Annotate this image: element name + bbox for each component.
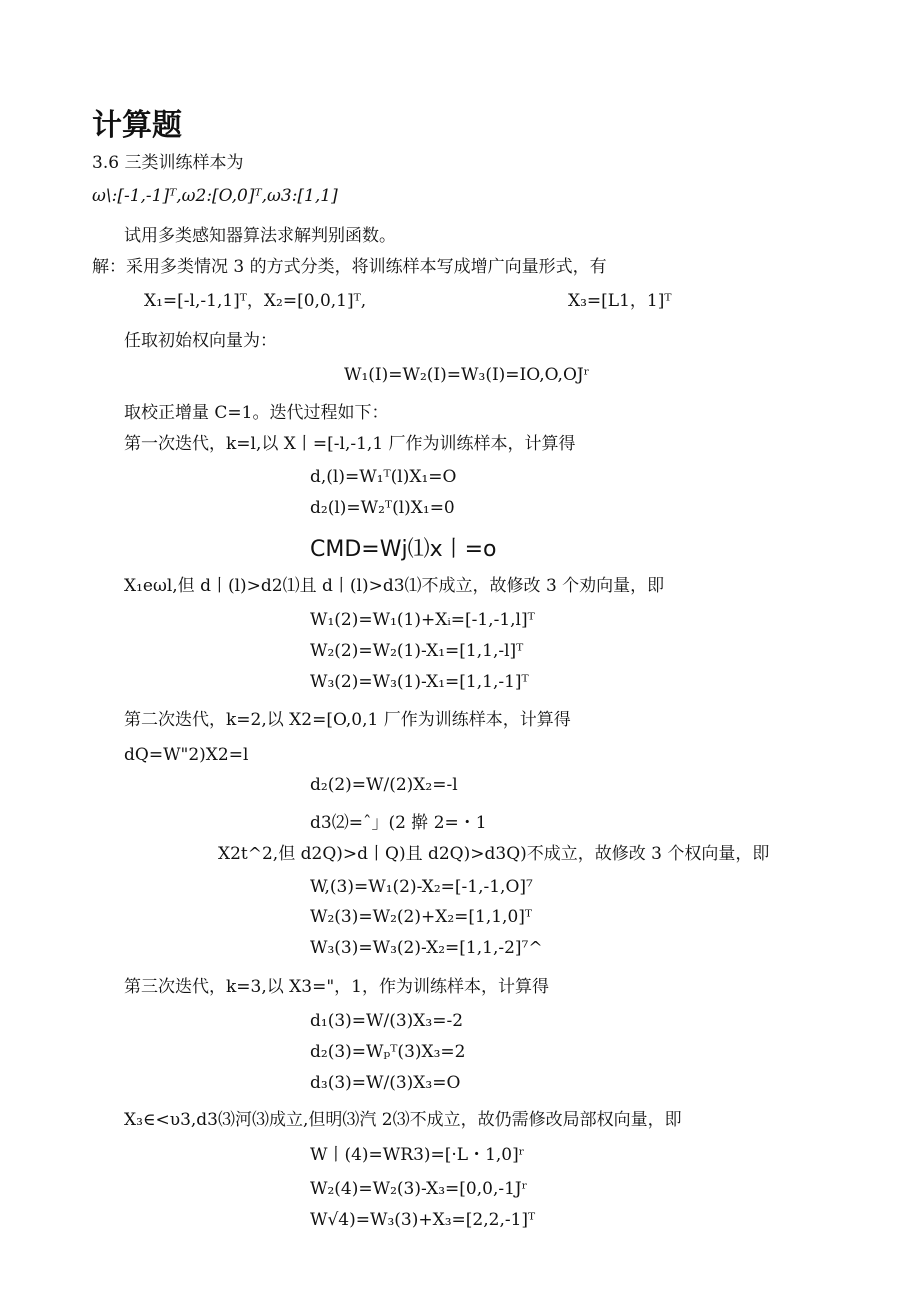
iter2-condition: X2t^2,但 d2Q)>d丨Q)且 d2Q)>d3Q)不成立，故修改 3 个权向量，即	[218, 844, 770, 864]
iteration-2-heading: 第二次迭代，k=2,以 X2=[O,0,1 厂作为训练样本，计算得	[124, 710, 571, 730]
iter3-w2: W₂(4)=W₂(3)-X₃=[0,0,-1Jʳ	[310, 1179, 528, 1199]
correction-increment: 取校正增量 C=1。迭代过程如下：	[124, 403, 389, 423]
initial-weight-label: 任取初始权向量为：	[124, 331, 277, 351]
iter3-d1: d₁(3)=W/(3)X₃=-2	[310, 1011, 464, 1031]
iter2-w3: W₃(3)=W₃(2)-X₂=[1,1,-2]⁷^	[310, 938, 543, 958]
problem-statement: 试用多类感知器算法求解判别函数。	[124, 226, 396, 246]
iter2-d1: dQ=W"2)X2=l	[124, 745, 249, 765]
iter1-w2: W₂(2)=W₂(1)-X₁=[1,1,-l]ᵀ	[310, 641, 524, 661]
iter2-d2: d₂(2)=W/(2)X₂=-l	[310, 775, 458, 795]
iter3-w1: W丨(4)=WR3)=[·L・1,0]ʳ	[310, 1145, 525, 1165]
iter1-d2: d₂(l)=W₂ᵀ(l)X₁=0	[310, 498, 455, 518]
iter3-d2: d₂(3)=Wₚᵀ(3)X₃=2	[310, 1042, 466, 1062]
iter1-w3: W₃(2)=W₃(1)-X₁=[1,1,-1]ᵀ	[310, 672, 529, 692]
page-title: 计算题	[92, 108, 182, 143]
iteration-3-heading: 第三次迭代，k=3,以 X3="，1，作为训练样本，计算得	[124, 977, 549, 997]
iter3-condition: X₃∈<υ3,d3⑶河⑶成立,但明⑶汽 2⑶不成立，故仍需修改局部权向量，即	[124, 1110, 682, 1130]
iter2-d3: d3⑵=ˆ」(2 擀 2=・1	[310, 813, 487, 833]
iter1-w1: W₁(2)=W₁(1)+Xᵢ=[-1,-1,l]ᵀ	[310, 610, 535, 630]
initial-weight-eq: W₁(I)=W₂(I)=W₃(I)=IO,O,OJʳ	[344, 365, 590, 385]
iter1-d1: d,(l)=W₁ᵀ(l)X₁=O	[310, 467, 457, 487]
iter1-condition: X₁eωl,但 d丨(l)>d2⑴且 d丨(l)>d3⑴不成立，故修改 3 个劝向量，即	[124, 576, 665, 596]
iter2-w2: W₂(3)=W₂(2)+X₂=[1,1,0]ᵀ	[310, 907, 533, 927]
iter3-d3: d₃(3)=W/(3)X₃=O	[310, 1073, 461, 1093]
solution-intro: 解：采用多类情况 3 的方式分类，将训练样本写成增广向量形式，有	[92, 257, 607, 277]
augmented-x1-x2: X₁=[-l,-1,1]ᵀ，X₂=[0,0,1]ᵀ,	[144, 291, 367, 311]
iteration-1-heading: 第一次迭代，k=l,以 X丨=[-l,-1,1 厂作为训练样本，计算得	[124, 434, 576, 454]
augmented-x3: X₃=[L1，1]ᵀ	[568, 291, 672, 311]
iter1-d3: CMD=Wj⑴x丨=o	[310, 537, 497, 562]
iter2-w1: W,(3)=W₁(2)-X₂=[-1,-1,O]⁷	[310, 877, 533, 897]
iter3-w3: W√4)=W₃(3)+X₃=[2,2,-1]ᵀ	[310, 1210, 536, 1230]
problem-heading: 3.6 三类训练样本为	[92, 153, 244, 173]
training-samples: ω\:[-1,-1]ᵀ,ω2:[O,0]ᵀ,ω3:[1,1]	[92, 186, 338, 206]
